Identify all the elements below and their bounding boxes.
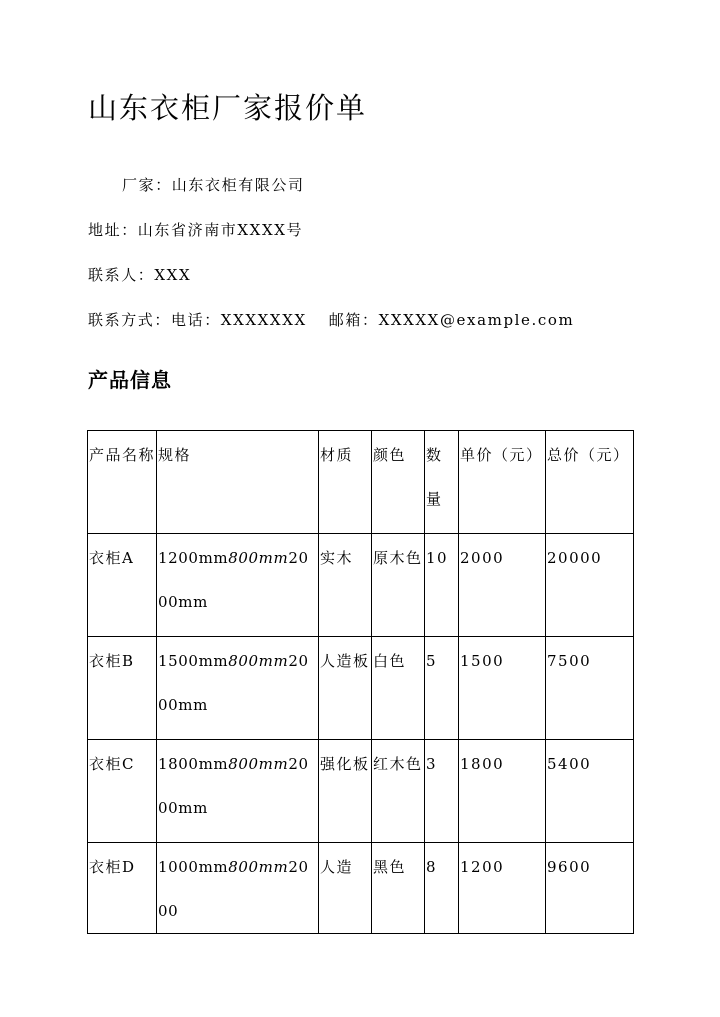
cell-unit-price: 1200 (459, 843, 546, 934)
cell-color: 白色 (372, 637, 425, 740)
table-row (88, 637, 634, 740)
spec-part-italic: 800mm (228, 755, 289, 773)
spec-part: 1500mm (158, 652, 229, 670)
product-info-heading: 产品信息 (88, 368, 172, 392)
cell-spec (157, 740, 319, 843)
cell-unit-price: 1800 (459, 740, 546, 843)
cell-product-name: 衣柜A (88, 534, 157, 637)
document-title: 山东衣柜厂家报价单 (88, 91, 368, 125)
cell-material: 人造板 (319, 637, 372, 740)
header-color: 颜色 (372, 431, 425, 534)
spec-part: 1000mm (158, 858, 229, 876)
spec-part: 1200mm (158, 549, 229, 567)
cell-product-name: 衣柜B (88, 637, 157, 740)
cell-total-price: 7500 (546, 637, 634, 740)
cell-product-name: 衣柜D (88, 843, 157, 934)
cell-spec (157, 637, 319, 740)
cell-material: 强化板 (319, 740, 372, 843)
cell-total-price: 5400 (546, 740, 634, 843)
header-material: 材质 (319, 431, 372, 534)
cell-color: 黑色 (372, 843, 425, 934)
address-line: 地址：山东省济南市XXXX号 (88, 221, 304, 239)
contact-method-line (88, 309, 574, 330)
header-total-price: 总价（元） (546, 431, 634, 534)
spec-part: 2000mm (158, 652, 309, 714)
header-unit-price: 单价（元） (459, 431, 546, 534)
header-spec: 规格 (157, 431, 319, 534)
contact-email: 邮箱：XXXXX@example.com (328, 311, 575, 329)
spec-part: 2000mm (158, 755, 309, 817)
cell-material: 人造 (319, 843, 372, 934)
table-row (88, 534, 634, 637)
header-quantity: 数量 (425, 431, 459, 534)
spec-part: 1800mm (158, 755, 229, 773)
cell-quantity: 5 (425, 637, 459, 740)
manufacturer-line: 厂家：山东衣柜有限公司 (122, 176, 305, 194)
spec-part: 2000mm (158, 549, 309, 611)
cell-unit-price: 2000 (459, 534, 546, 637)
cell-color: 原木色 (372, 534, 425, 637)
cell-product-name: 衣柜C (88, 740, 157, 843)
cell-spec (157, 843, 319, 934)
cell-quantity: 10 (425, 534, 459, 637)
table-header-row (88, 431, 634, 534)
cell-total-price: 9600 (546, 843, 634, 934)
cell-material: 实木 (319, 534, 372, 637)
spec-part-italic: 800mm (228, 652, 289, 670)
contact-phone: 联系方式：电话：XXXXXXX (88, 311, 307, 329)
cell-quantity: 3 (425, 740, 459, 843)
spec-part: 2000 (158, 858, 309, 920)
table-row (88, 740, 634, 843)
product-table (87, 430, 634, 934)
spec-part-italic: 800mm (228, 858, 289, 876)
contact-person-line: 联系人：XXX (88, 266, 192, 284)
spec-part-italic: 800mm (228, 549, 289, 567)
cell-color: 红木色 (372, 740, 425, 843)
cell-total-price: 20000 (546, 534, 634, 637)
header-product-name: 产品名称 (88, 431, 157, 534)
cell-unit-price: 1500 (459, 637, 546, 740)
cell-quantity: 8 (425, 843, 459, 934)
cell-spec (157, 534, 319, 637)
table-row (88, 843, 634, 934)
